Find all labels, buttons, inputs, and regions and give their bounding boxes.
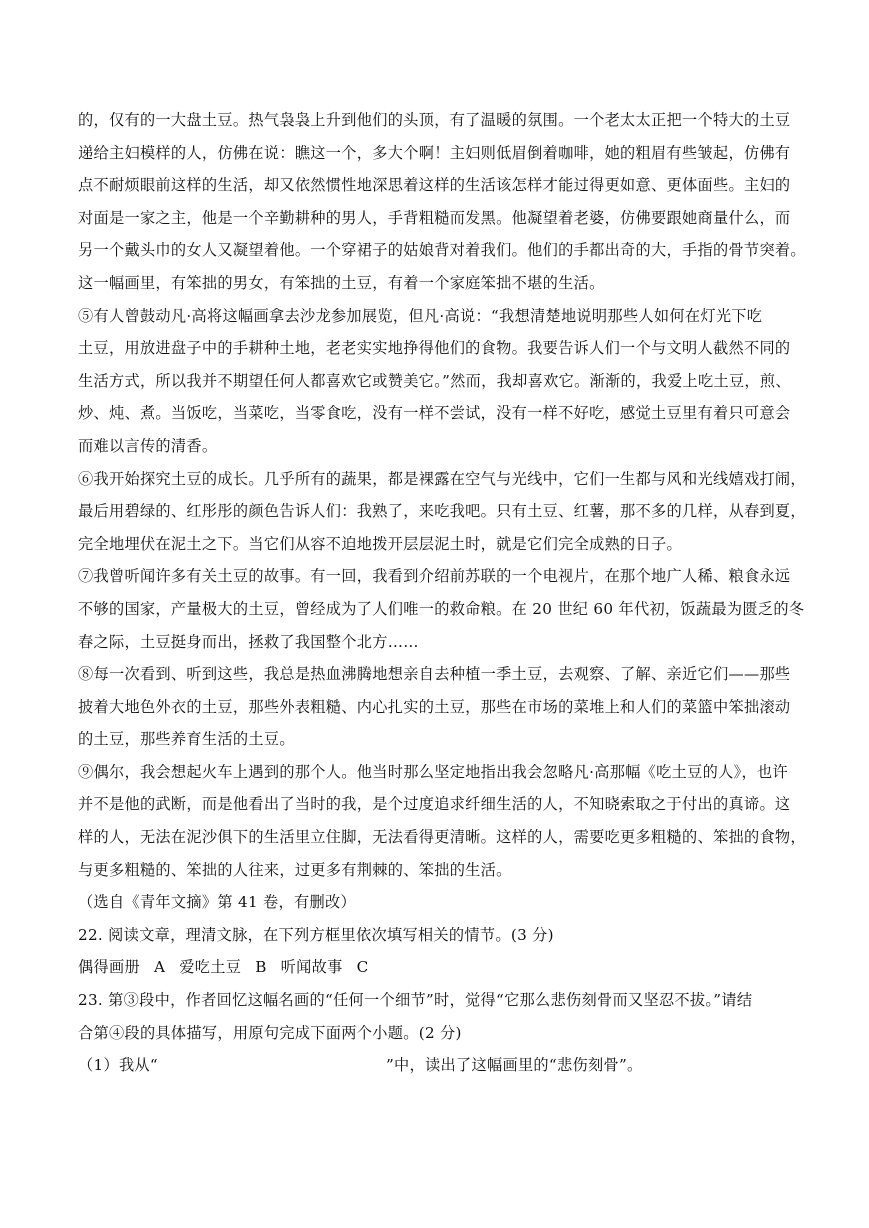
paragraph-line: 对面是一家之主，他是一个辛勤耕种的男人，手背粗糙而发黑。他凝望着老婆，仿佛要跟她商量什么，而 [78, 208, 791, 227]
question-23: 23. 第③段中，作者回忆这幅名画的“任何一个细节”时，觉得“它那么悲伤刻骨而又坚忍不拔。”请结 [78, 991, 753, 1010]
paragraph-line: 点不耐烦眼前这样的生活，却又依然惯性地深思着这样的生活该怎样才能过得更如意、更体面些。主妇的 [78, 176, 791, 195]
paragraph-line: 炒、炖、煮。当饭吃，当菜吃，当零食吃，没有一样不尝试，没有一样不好吃，感觉土豆里有着只可意会 [78, 404, 791, 423]
paragraph-line: 而难以言传的清香。 [78, 436, 218, 455]
paragraph-line: 与更多粗糙的、笨拙的人往来，过更多有荆棘的、笨拙的生活。 [78, 860, 512, 879]
question-23: 合第④段的具体描写，用原句完成下面两个小题。(2 分) [78, 1023, 462, 1042]
paragraph-line: 春之际，土豆挺身而出，拯救了我国整个北方…… [78, 632, 419, 651]
paragraph-line: 不够的国家，产量极大的土豆，曾经成为了人们唯一的救命粮。在 20 世纪 60 年代初，饭蔬最为匮乏的冬 [78, 599, 805, 618]
paragraph-line: 递给主妇模样的人，仿佛在说：瞧这一个，多大个啊！主妇则低眉倒着咖啡，她的粗眉有些皱起，仿佛有 [78, 143, 791, 162]
flow-blank-b: B [255, 958, 267, 977]
sub-question-prefix: （1）我从“ [78, 1056, 158, 1075]
flow-step-2: 爱吃土豆 [179, 958, 242, 977]
paragraph-line: 并不是他的武断，而是他看出了当时的我，是个过度追求纤细生活的人，不知晓索取之于付出的真谛。这 [78, 795, 791, 814]
flow-step-3: 听闻故事 [280, 958, 343, 977]
flow-step-1: 偶得画册 [78, 958, 140, 977]
flow-blank-a: A [153, 958, 166, 977]
paragraph-line: 最后用碧绿的、红彤彤的颜色告诉人们：我熟了，来吃我吧。只有土豆、红薯，那不多的几样，从春到夏， [78, 502, 806, 521]
plot-flow-row [78, 951, 798, 984]
paragraph-line: 生活方式，所以我并不期望任何人都喜欢它或赞美它。”然而，我却喜欢它。渐渐的，我爱上吃土豆，煎、 [78, 371, 791, 390]
question-22: 22. 阅读文章，理清文脉，在下列方框里依次填写相关的情节。(3 分) [78, 925, 554, 944]
flow-blank-c: C [356, 958, 369, 977]
paragraph-line: ⑦我曾听闻许多有关土豆的故事。有一回，我看到介绍前苏联的一个电视片，在那个地广人稀、粮食永远 [78, 567, 791, 586]
paragraph-line: ⑥我开始探究土豆的成长。几乎所有的蔬果，都是裸露在空气与光线中，它们一生都与风和光线嬉戏打闹， [78, 469, 806, 488]
paragraph-line: 样的人，无法在泥沙俱下的生活里立住脚，无法看得更清晰。这样的人，需要吃更多粗糙的、笨拙的食物， [78, 828, 806, 847]
source-citation: （选自《青年文摘》第 41 卷，有删改） [78, 893, 356, 912]
paragraph-line: ⑨偶尔，我会想起火车上遇到的那个人。他当时那么坚定地指出我会忽略凡·高那幅《吃土豆的人》，也许 [78, 762, 788, 781]
paragraph-line: 土豆，用放进盘子中的手耕种土地，老老实实地挣得他们的食物。我要告诉人们一个与文明人截然不同的 [78, 339, 791, 358]
paragraph-line: 完全地埋伏在泥土之下。当它们从容不迫地拨开层层泥土时，就是它们完全成熟的日子。 [78, 534, 683, 553]
paragraph-line: 披着大地色外衣的土豆，那些外表粗糙、内心扎实的土豆，那些在市场的菜堆上和人们的菜篮中笨拙滚动 [78, 697, 791, 716]
document-page [78, 104, 806, 1082]
sub-question-suffix: ”中，读出了这幅画里的“悲伤刻骨”。 [385, 1056, 643, 1075]
question-23-sub-1 [78, 1049, 798, 1082]
paragraph-line: 另一个戴头巾的女人又凝望着他。一个穿裙子的姑娘背对着我们。他们的手都出奇的大，手指的骨节突着。 [78, 241, 806, 260]
paragraph-line: 这一幅画里，有笨拙的男女，有笨拙的土豆，有着一个家庭笨拙不堪的生活。 [78, 273, 605, 292]
paragraph-line: ⑧每一次看到、听到这些，我总是热血沸腾地想亲自去种植一季土豆，去观察、了解、亲近它们——那些 [78, 665, 791, 684]
paragraph-line: ⑤有人曾鼓动凡·高将这幅画拿去沙龙参加展览，但凡·高说：“我想清楚地说明那些人如何在灯光下吃 [78, 306, 763, 325]
paragraph-line: 的土豆，那些养育生活的土豆。 [78, 730, 295, 749]
paragraph-line: 的，仅有的一大盘土豆。热气袅袅上升到他们的头顶，有了温暖的氛围。一个老太太正把一个特大的土豆 [78, 111, 791, 129]
